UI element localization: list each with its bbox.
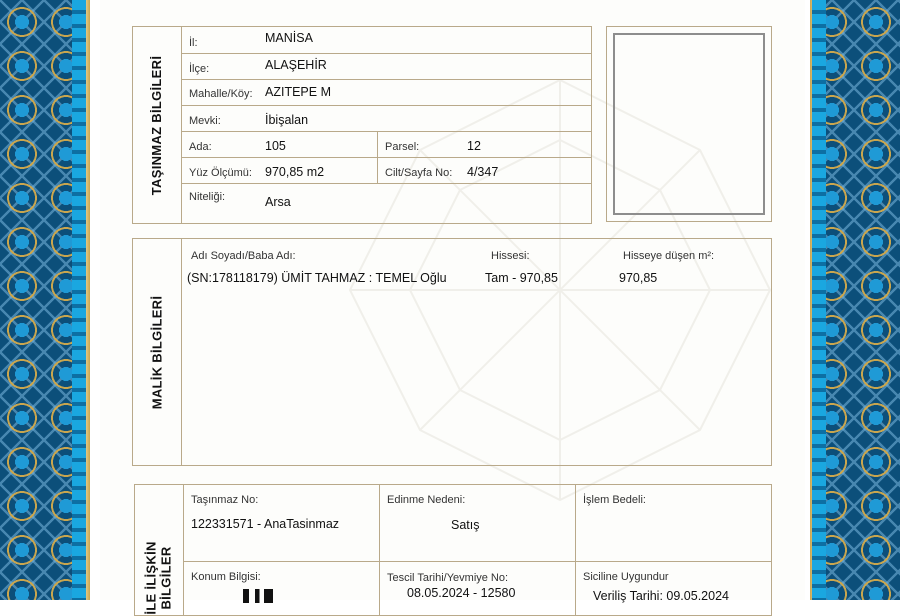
edinme-label: Edinme Nedeni: <box>387 494 466 506</box>
tasinmaz-no-label: Taşınmaz No: <box>191 494 259 506</box>
islem-bedeli-label: İşlem Bedeli: <box>583 494 646 506</box>
tasinmaz-section-title-cell <box>133 27 182 223</box>
left-inner-stripe <box>72 0 86 600</box>
malik-section-title-cell <box>133 239 182 465</box>
photo-inner-frame <box>613 33 765 215</box>
malik-section <box>132 238 772 466</box>
row-mahalle <box>181 79 591 106</box>
row-il <box>181 27 591 54</box>
malik-section-title: MALİK BİLGİLERİ <box>149 295 165 409</box>
mevki-label: Mevki: <box>189 115 221 127</box>
niteligi-label: Niteliği: <box>189 191 226 203</box>
parsel-label: Parsel: <box>385 141 420 153</box>
owner-share-header: Hissesi: <box>491 250 530 262</box>
iliskin-section-title <box>144 541 174 614</box>
owner-name: (SN:178118179) ÜMİT TAHMAZ : TEMEL Oğlu <box>187 271 447 285</box>
ada-label: Ada: <box>189 141 212 153</box>
konum-label: Konum Bilgisi: <box>191 571 261 583</box>
cilt-sayfa-value: 4/347 <box>467 165 499 179</box>
ilce-label: İlçe: <box>189 63 210 75</box>
mevki-value: İbişalan <box>265 113 309 127</box>
iliskin-section <box>134 484 772 616</box>
yuz-olcumu-value: 970,85 m2 <box>265 165 325 179</box>
ada-value: 105 <box>265 139 286 153</box>
owner-area-header: Hisseye düşen m²: <box>623 250 715 262</box>
owner-share: Tam - 970,85 <box>485 271 558 285</box>
row-ilce <box>181 53 591 80</box>
il-label: İl: <box>189 37 198 49</box>
sicil-label: Siciline Uygundur <box>583 571 669 583</box>
iliskin-title-line2: BİLGİLER <box>159 546 175 610</box>
row-yuzolcumu-cilt <box>181 157 591 184</box>
owner-area: 970,85 <box>619 271 658 285</box>
iliskin-section-title-cell <box>135 485 184 615</box>
row-mevki <box>181 105 591 132</box>
mahalle-value: AZITEPE M <box>265 85 331 99</box>
cilt-sayfa-label: Cilt/Sayfa No: <box>385 167 453 179</box>
edinme-value: Satış <box>451 518 480 532</box>
tasinmaz-section-title: TAŞINMAZ BİLGİLERİ <box>149 55 165 195</box>
verilis-tarihi: Veriliş Tarihi: 09.05.2024 <box>593 589 729 603</box>
tescil-label: Tescil Tarihi/Yevmiye No: <box>387 572 509 584</box>
qr-code-icon <box>243 589 273 603</box>
tasinmaz-section <box>132 26 592 224</box>
iliskin-title-line1: İLE İLİŞKİN <box>144 541 160 615</box>
yuz-olcumu-label: Yüz Ölçümü: <box>189 167 252 179</box>
niteligi-value: Arsa <box>265 195 291 209</box>
tescil-value: 08.05.2024 - 12580 <box>407 586 516 600</box>
right-inner-stripe <box>812 0 826 600</box>
parsel-value: 12 <box>467 139 481 153</box>
il-value: MANİSA <box>265 31 313 45</box>
title-deed-page <box>100 0 805 615</box>
owner-name-header: Adı Soyadı/Baba Adı: <box>191 250 296 262</box>
tasinmaz-no-value: 122331571 - AnaTasinmaz <box>191 517 340 531</box>
ilce-value: ALAŞEHİR <box>265 58 327 72</box>
row-niteligi <box>181 183 591 221</box>
photo-frame <box>606 26 772 222</box>
mahalle-label: Mahalle/Köy: <box>189 88 253 100</box>
row-ada-parsel <box>181 131 591 158</box>
